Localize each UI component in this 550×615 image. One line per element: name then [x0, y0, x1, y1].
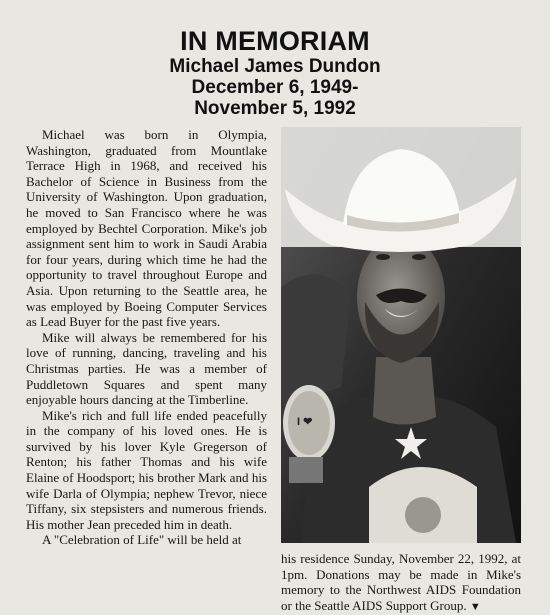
birth-date: December 6, 1949-	[191, 77, 359, 98]
paragraph-celebration: A "Celebration of Life" will be held at	[42, 532, 242, 548]
death-date: November 5, 1992	[194, 98, 356, 119]
end-mark-icon: ▼	[469, 600, 481, 613]
memoriam-title: IN MEMORIAM	[180, 26, 370, 56]
paragraph-biography: Michael was born in Olympia, Washington, graduated from Mountlake Terrace High in 1968, and received his Bachelor of Science in Business from the University of Washington. Upon graduation, he moved to San Francisco where he was employed by Bechtel Corporation. Mike's job assignment sent him to work in Saudi Arabia for four years, during which time he had the opportunity to travel throughout Europe and Asia. Upon returning to the Seattle area, he was employed by Boeing Computer Services as Lead Buyer for the past five years.	[26, 127, 267, 330]
paragraph-continuation: his residence Sunday, November 22, 1992, at 1pm. Donations may be made in Mike's memory to the Northwest AIDS Foundation or the Seattle AIDS Support Group.	[281, 551, 521, 613]
obituary-heading	[0, 26, 550, 119]
obituary-left-column	[26, 127, 267, 548]
deceased-name: Michael James Dundon	[169, 56, 381, 77]
button-badge-text: I ❤	[297, 416, 313, 428]
portrait-photo	[281, 127, 521, 543]
paragraph-remembrance: Mike will always be remembered for his love of running, dancing, traveling and his Christmas parties. He was a member of Puddletown Squares and spent many enjoyable hours dancing at the Timberline.	[26, 329, 267, 408]
obituary-right-column	[281, 551, 521, 615]
portrait-illustration	[281, 127, 521, 543]
paragraph-survivors: Mike's rich and full life ended peacefully in the company of his loved ones. He is survived by his lover Kyle Gregerson of Renton; his father Thomas and his wife Elaine of Hoodsport; his brother Mark and his wife Darla of Olympia; nephew Trevor, niece Tiffany, six stepsisters and numerous friends. His mother Jean preceded him in death.	[26, 407, 267, 532]
